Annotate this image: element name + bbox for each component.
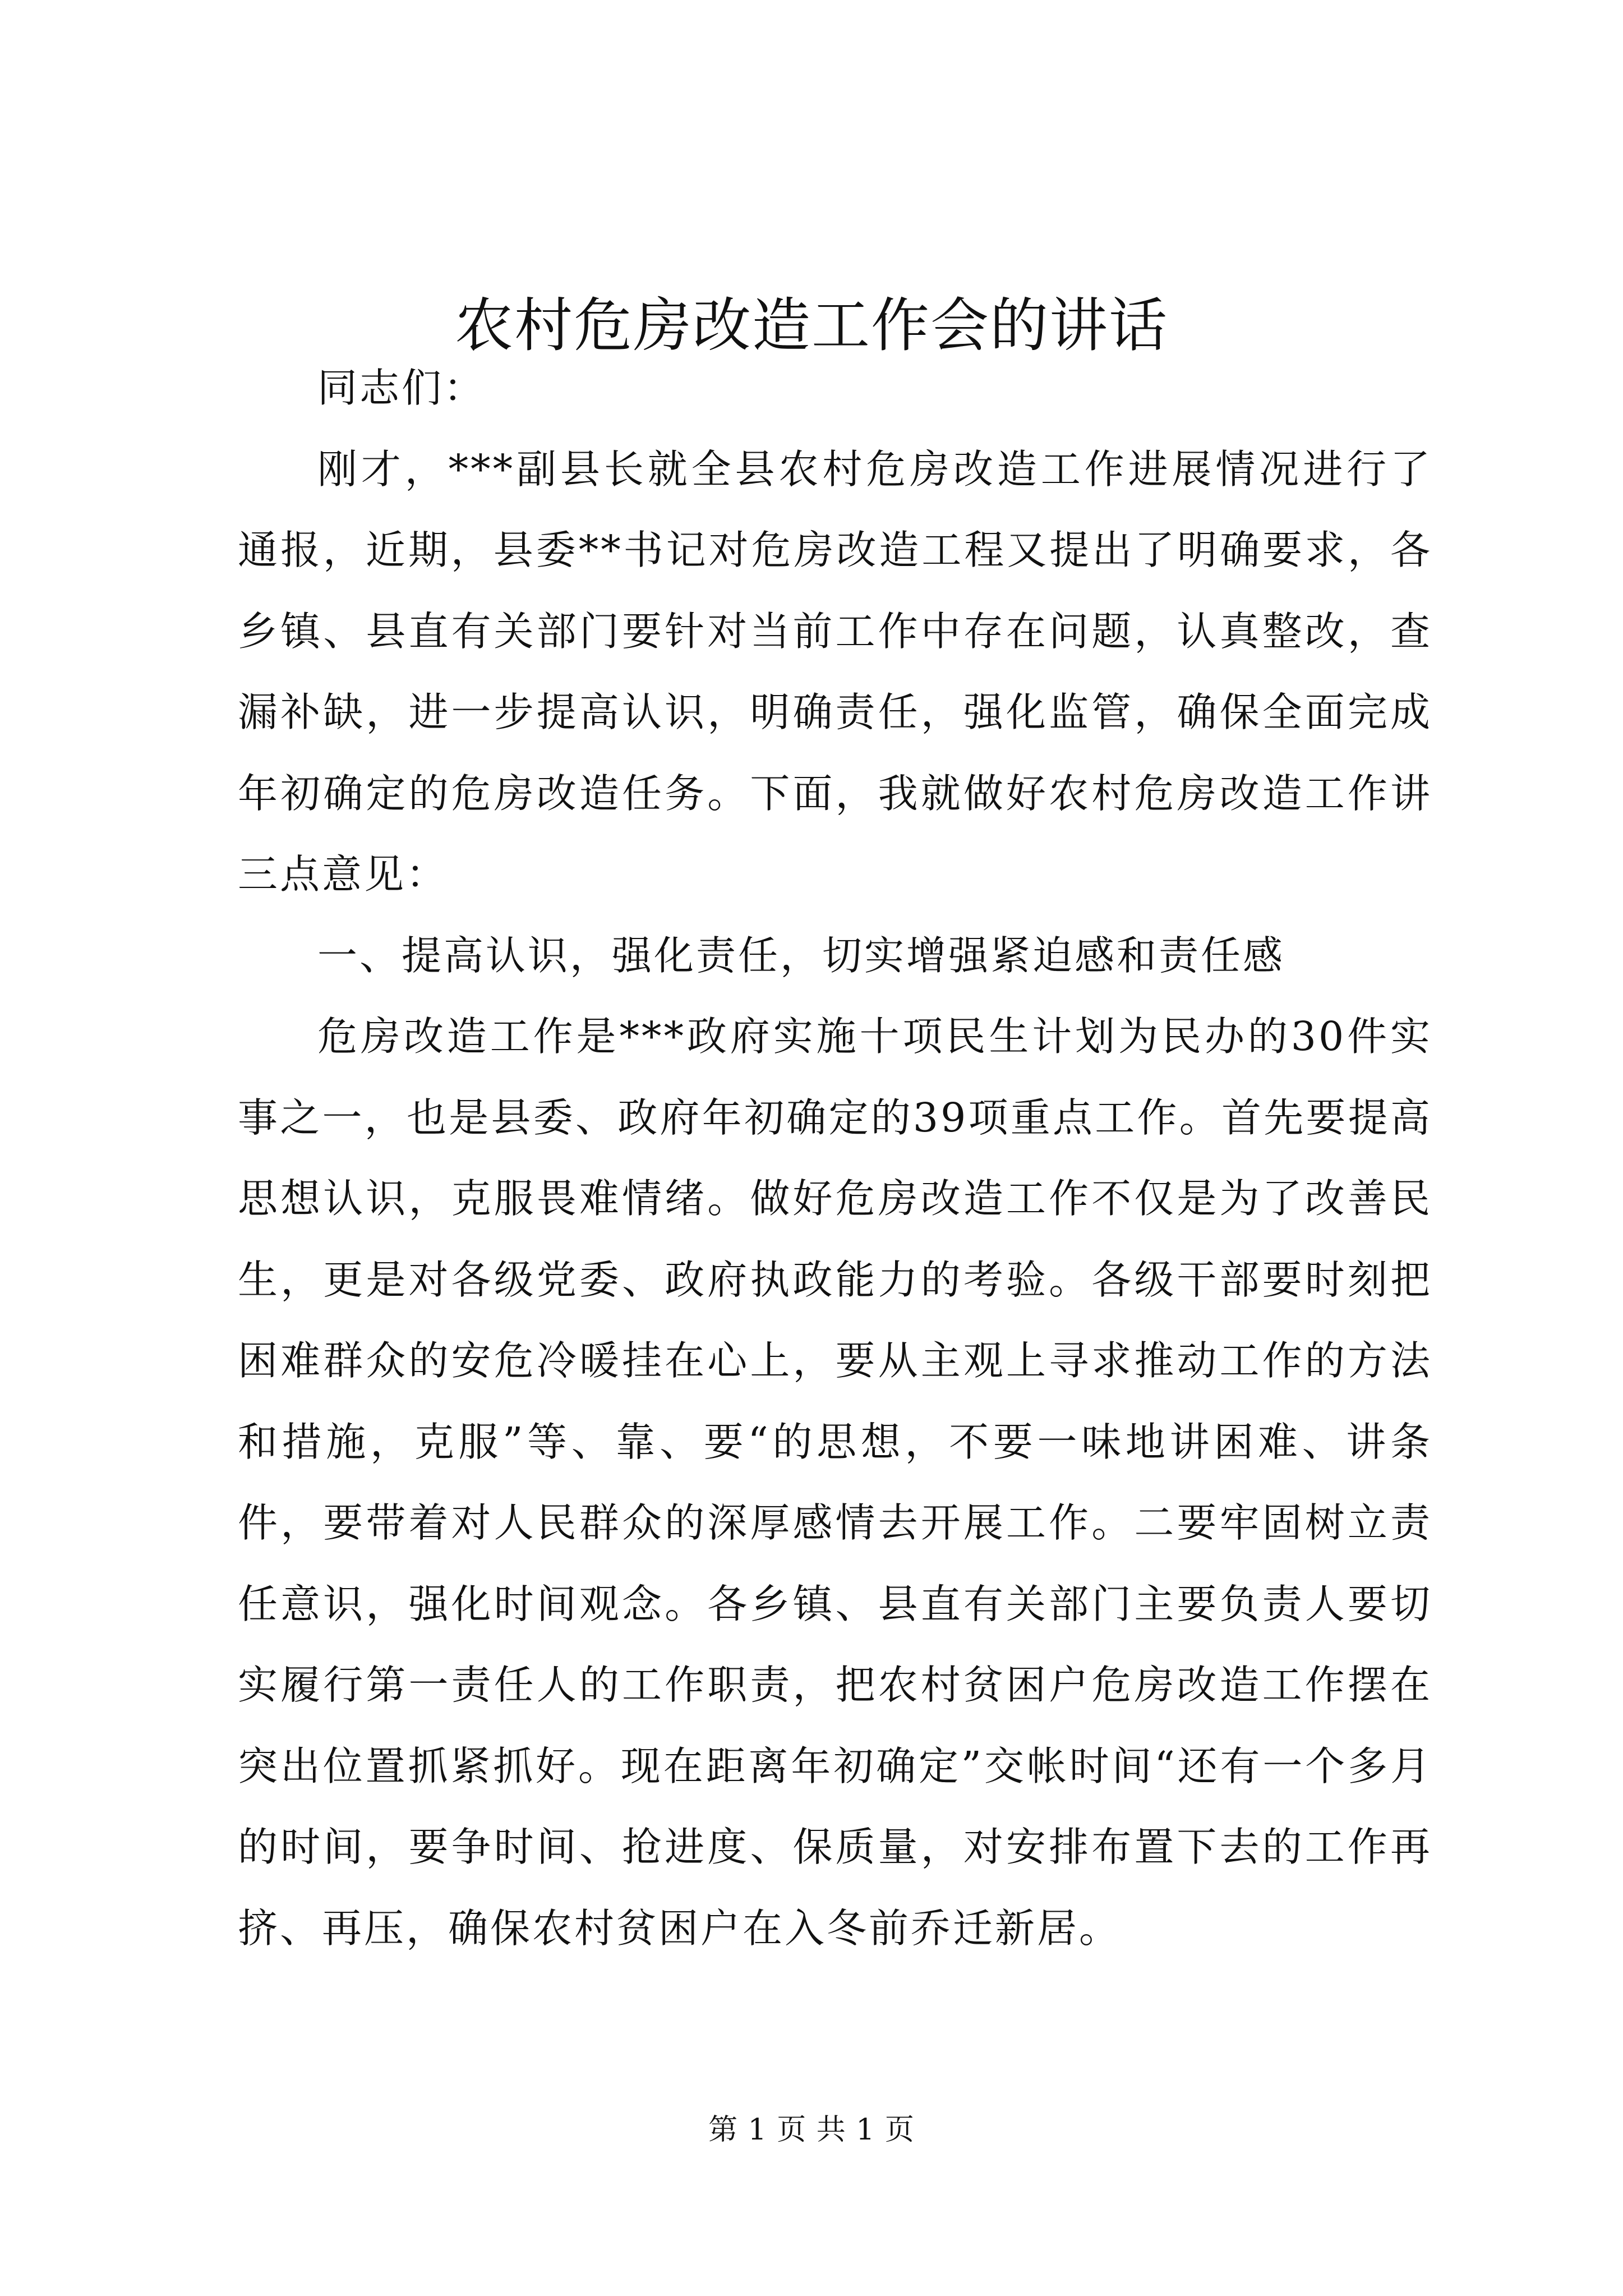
document-title: 农村危房改造工作会的讲话	[454, 291, 1168, 360]
paragraph-intro: 刚才，***副县长就全县农村危房改造工作进展情况进行了通报，近期，县委**书记对危房改造工程又提出了明确要求，各乡镇、县直有关部门要针对当前工作中存在问题，认真整改，查漏补缺，进一步提高认识，明确责任，强化监管，确保全面完成年初确定的危房改造任务。下面，我就做好农村危房改造工作讲三点意见：	[238, 445, 1432, 898]
salutation: 同志们：	[317, 365, 486, 411]
page-footer: 第 1 页 共 1 页	[708, 2113, 915, 2147]
paragraph-section-1: 危房改造工作是***政府实施十项民生计划为民办的30件实事之一，也是县委、政府年初确定的39项重点工作。首先要提高思想认识，克服畏难情绪。做好危房改造工作不仅是为了改善民生，更是对各级党委、政府执政能力的考验。各级干部要时刻把困难群众的安危冷暖挂在心上，要从主观上寻求推动工作的方法和措施，克服”等、靠、要“的思想，不要一味地讲困难、讲条件，要带着对人民群众的深厚感情去开展工作。二要牢固树立责任意识，强化时间观念。各乡镇、县直有关部门主要负责人要切实履行第一责任人的工作职责，把农村贫困户危房改造工作摆在突出位置抓紧抓好。现在距离年初确定”交帐时间“还有一个多月的时间，要争时间、抢进度、保质量，对安排布置下去的工作再挤、再压，确保农村贫困户在入冬前乔迁新居。	[238, 1013, 1432, 1952]
section-heading-1: 一、提高认识，强化责任，切实增强紧迫感和责任感	[317, 932, 1285, 979]
document-body	[238, 348, 1432, 1969]
